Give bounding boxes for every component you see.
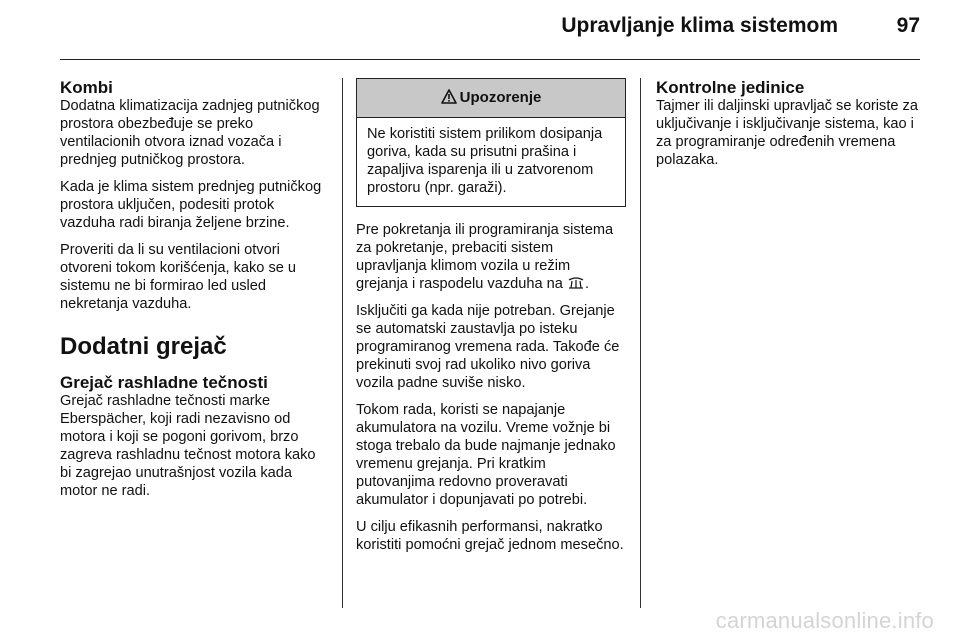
kombi-paragraph-1: Dodatna klimatizacija zadnjeg putničkog prostora obezbeđuje se preko ventilacionih otvora iznad vozača i prednjeg putničkog prostora.	[60, 98, 320, 168]
column-1	[60, 78, 326, 509]
warning-triangle-icon	[441, 89, 457, 104]
watermark: carmanualsonline.info	[715, 608, 934, 633]
column-2	[356, 78, 626, 554]
kombi-paragraph-3: Proveriti da li su ventilacioni otvori otvoreni tokom korišćenja, kako se u sistemu ne bi formirao led usled nekretanja vazduha.	[60, 242, 297, 312]
paragraph-switch-off: Isključiti ga kada nije potreban. Grejanje se automatski zaustavlja po isteku programiranog vremena rada. Takođe će prekinuti svoj rad ukoliko nivo goriva vozila padne suviše nisko.	[356, 303, 620, 391]
coolant-heater-paragraph: Grejač rashladne tečnosti marke Eberspächer, koji radi nezavisno od motora i koji se pogoni gorivom, brzo zagreva rashladnu tečnost motora kako bi zagrejao unutrašnjost vozila kada motor ne radi.	[60, 393, 316, 499]
page-number: 97	[896, 14, 920, 37]
kombi-heading: Kombi	[60, 78, 113, 97]
column-divider-1	[342, 78, 343, 608]
warning-text: Ne koristiti sistem prilikom dosipanja goriva, kada su prisutni prašina i zapaljiva isparenja ili u zatvorenom prostoru (npr. garaži).	[367, 126, 603, 196]
warning-header	[357, 79, 625, 118]
paragraph-air-distribution-end: .	[584, 276, 590, 292]
warning-box	[356, 78, 626, 207]
control-units-paragraph: Tajmer ili daljinski upravljač se koriste za uključivanje i isključivanje sistema, kao i za programiranje određenih vremena polazaka.	[656, 98, 918, 168]
kombi-paragraph-2: Kada je klima sistem prednjeg putničkog prostora uključen, podesiti protok vazduha radi biranja željene brzine.	[60, 179, 322, 231]
column-3	[656, 78, 922, 178]
paragraph-battery: Tokom rada, koristi se napajanje akumulatora na vozilu. Vreme vožnje bi stoga trebalo da bude najmanje jednako vremenu grejanja. Pri kratkim putovanjima redovno proveravati akumulator i dopunjavati po potrebi.	[356, 402, 616, 508]
paragraph-monthly: U cilju efikasnih performansi, nakratko koristiti pomoćni grejač jednom mesečno.	[356, 519, 624, 553]
air-distribution-icon	[567, 276, 585, 290]
paragraph-air-distribution-text: Pre pokretanja ili programiranja sistema za pokretanje, prebaciti sistem upravljanja klimom vozila u režim grejanja i raspodelu vazduha na	[356, 222, 614, 292]
warning-title: Upozorenje	[459, 89, 542, 106]
control-units-heading: Kontrolne jedinice	[656, 78, 805, 97]
header-divider	[60, 59, 920, 60]
section-heading: Dodatni grejač	[60, 333, 227, 360]
header-title: Upravljanje klima sistemom	[561, 14, 838, 37]
coolant-heater-heading: Grejač rashladne tečnosti	[60, 373, 268, 392]
column-divider-2	[640, 78, 641, 608]
paragraph-air-distribution	[356, 221, 626, 293]
